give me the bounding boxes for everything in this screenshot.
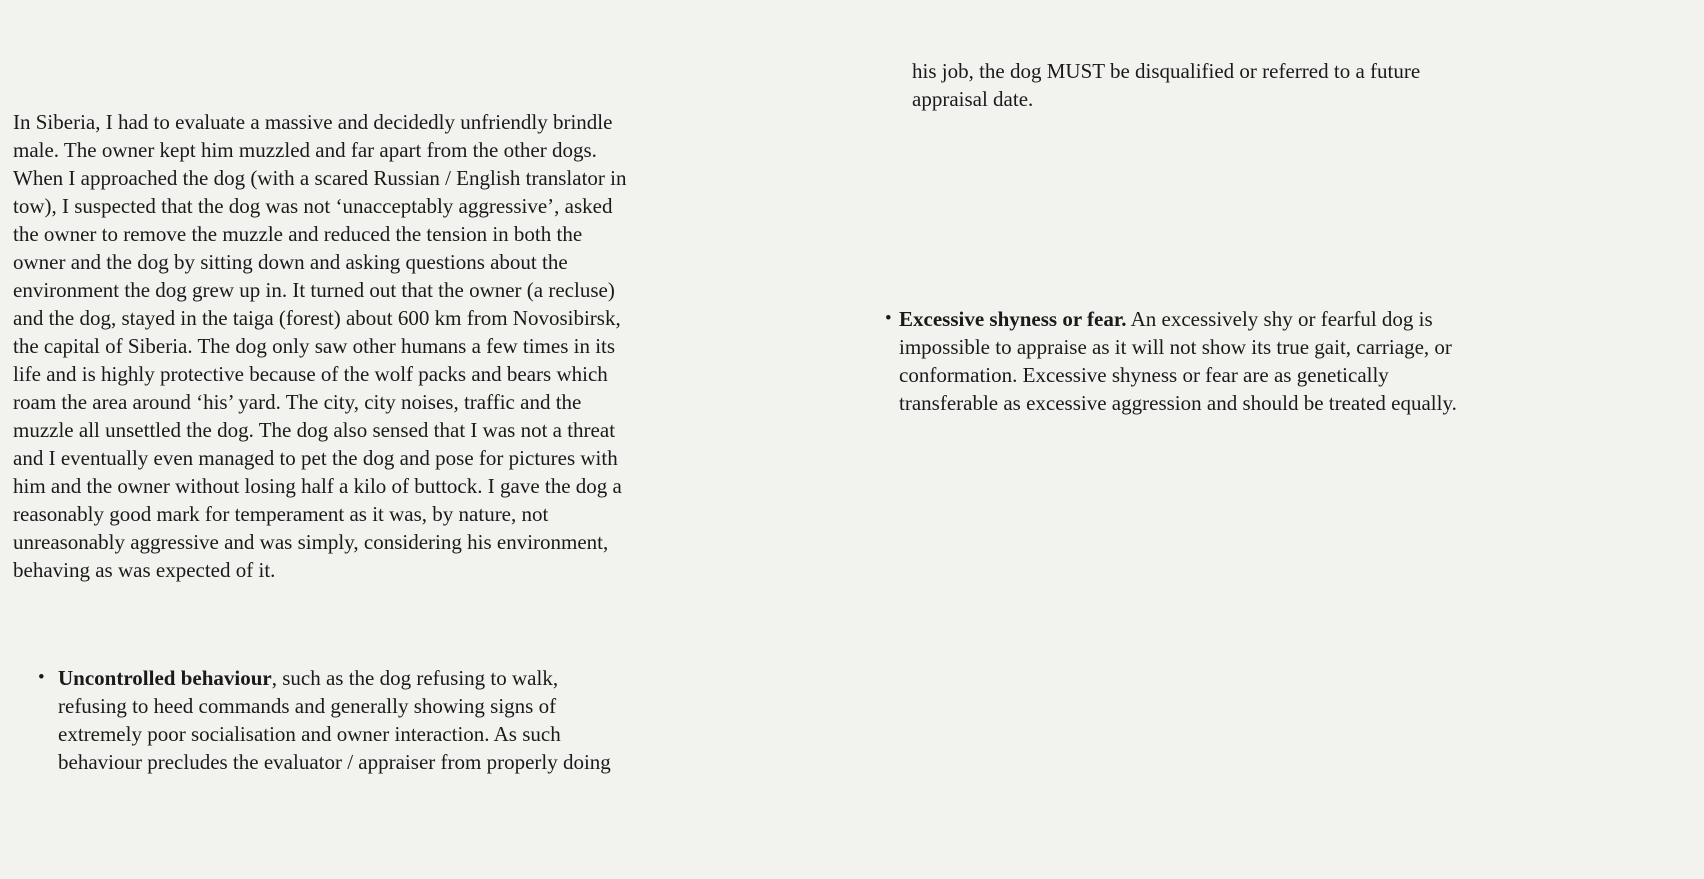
text-line: refusing to heed commands and generally showing signs of [58,694,557,718]
bullet-first-line [899,307,1433,331]
left-column-bullet-item [38,664,1704,776]
right-column-bullet-item [885,305,1704,417]
text-line: roam the area around ‘his’ yard. The city, city noises, traffic and the [13,390,582,414]
bullet-continuation-lines [58,692,1704,776]
text-line: unreasonably aggressive and was simply, considering his environment, [13,530,609,554]
text-line: environment the dog grew up in. It turned out that the owner (a recluse) [13,278,615,302]
text-line: In Siberia, I had to evaluate a massive and decidedly unfriendly brindle [13,110,613,134]
text-line: behaving as was expected of it. [13,558,276,582]
text-line: his job, the dog MUST be disqualified or referred to a future [912,59,1421,83]
text-line: impossible to appraise as it will not show its true gait, carriage, or [899,335,1452,359]
text-line: extremely poor socialisation and owner interaction. As such [58,722,561,746]
bullet-text [899,305,1704,417]
text-line: behaviour precludes the evaluator / appraiser from properly doing [58,750,611,774]
bullet-text [58,664,1704,776]
text-line: the capital of Siberia. The dog only saw other humans a few times in its [13,334,616,358]
text-line: muzzle all unsettled the dog. The dog also sensed that I was not a threat [13,418,616,442]
text-line: and I eventually even managed to pet the dog and pose for pictures with [13,446,618,470]
text-line: When I approached the dog (with a scared Russian / English translator in [13,166,627,190]
text-line: life and is highly protective because of the wolf packs and bears which [13,362,608,386]
bullet-bold-lead: Excessive shyness or fear. [899,307,1127,331]
bullet-bold-lead: Uncontrolled behaviour [58,666,272,690]
text-line: conformation. Excessive shyness or fear are as genetically [899,363,1389,387]
text-line: reasonably good mark for temperament as it was, by nature, not [13,502,549,526]
left-column-paragraph [13,108,627,584]
bullet-first-line [58,666,558,690]
bullet-first-line-rest: , such as the dog refusing to walk, [271,666,559,690]
bullet-continuation-lines [899,333,1704,417]
text-line: owner and the dog by sitting down and asking questions about the [13,250,568,274]
bullet-icon: • [885,308,892,329]
right-column-continuation [912,57,1420,113]
text-line: transferable as excessive aggression and should be treated equally. [899,391,1457,415]
bullet-icon: • [38,667,45,688]
text-line: and the dog, stayed in the taiga (forest) about 600 km from Novosibirsk, [13,306,621,330]
text-line: tow), I suspected that the dog was not ‘unacceptably aggressive’, asked [13,194,613,218]
text-line: the owner to remove the muzzle and reduced the tension in both the [13,222,583,246]
text-line: male. The owner kept him muzzled and far apart from the other dogs. [13,138,597,162]
text-line: appraisal date. [912,87,1034,111]
text-line: him and the owner without losing half a kilo of buttock. I gave the dog a [13,474,622,498]
bullet-first-line-rest: An excessively shy or fearful dog is [1126,307,1433,331]
